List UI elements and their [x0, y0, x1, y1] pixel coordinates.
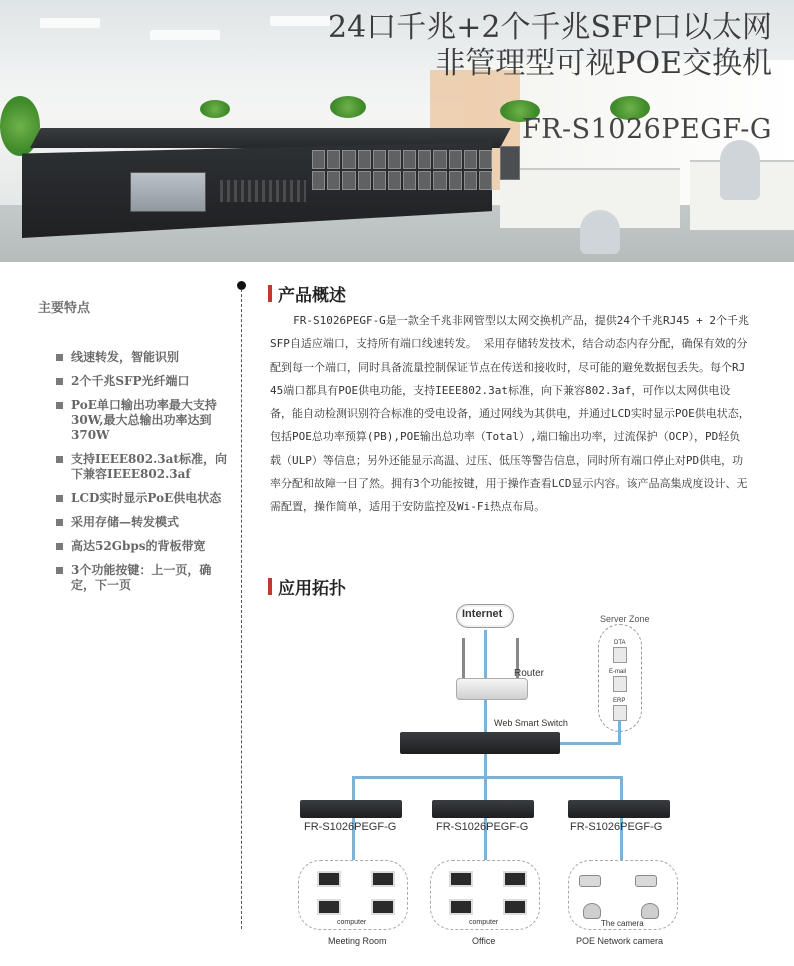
- link-line: [484, 700, 487, 734]
- internet-label: Internet: [462, 608, 503, 620]
- group-label: Office: [472, 936, 496, 946]
- switch-model-label: FR-S1026PEGF-G: [304, 821, 397, 833]
- dome-camera-icon: [583, 903, 601, 919]
- features-list: [56, 350, 232, 602]
- square-bullet-icon: [56, 567, 63, 574]
- computer-icon: [371, 899, 395, 915]
- computer-label: computer: [469, 919, 499, 926]
- product-title-line1: 24口千兆+2个千兆SFP口以太网: [328, 10, 772, 45]
- web-switch-label: Web Smart Switch: [494, 718, 568, 728]
- ceiling-light: [270, 16, 330, 26]
- feature-item: 采用存储—转发模式: [56, 515, 232, 530]
- square-bullet-icon: [56, 543, 63, 550]
- product-model: FR-S1026PEGF-G: [521, 114, 772, 145]
- group-label: POE Network camera: [576, 936, 664, 946]
- bullet-camera-icon: [579, 875, 601, 887]
- dome-camera-icon: [641, 903, 659, 919]
- switch-product-image: [22, 128, 502, 240]
- link-line: [352, 776, 622, 779]
- lcd-screen: [130, 172, 206, 212]
- computer-icon: [317, 899, 341, 915]
- router-label: Router: [514, 668, 545, 679]
- poe-switch-icon: [300, 800, 402, 818]
- overview-text: FR-S1026PEGF-G是一款全千兆非网管型以太网交换机产品，提供24个千兆RJ45 + 2个千兆SFP自适应端口，支持所有端口线速转发。 采用存储转发技术，结合动态内存分配，确保有效的分配到每一个端口，同时具备流量控制保证节点在传送和接收时，尽可能的避免数据包丢失。每个RJ45端口都具有POE供电功能，支持IEEE802.3at标准，向下兼容802.3af，可作以太网供电设备，能自动检测识别符合标准的受电设备，通过网线为其供电，并通过LCD实时显示POE供电状态，包括POE总功率预算(PB),POE输出总功率（Total）,端口输出功率，过流保护（OCP），PD轻负载（ULP）等信息；另外还能显示高温、过压、低压等警告信息，同时所有端口停止对PD供电，功率分配和故障一目了然。拥有3个功能按键，用于操作查看LCD显示内容。该产品高集成度设计、无需配置，操作简单，适用于安防监控及Wi-Fi热点布局。: [270, 314, 750, 514]
- heading-accent-bar: [268, 285, 272, 302]
- product-title-line2: 非管理型可视POE交换机: [435, 46, 772, 81]
- link-line: [484, 754, 487, 778]
- square-bullet-icon: [56, 402, 63, 409]
- plant: [200, 100, 230, 118]
- product-title: [328, 10, 772, 82]
- link-line: [620, 776, 623, 800]
- computer-icon: [503, 899, 527, 915]
- bullet-camera-icon: [635, 875, 657, 887]
- meeting-room-group: [298, 860, 408, 930]
- web-smart-switch-icon: [400, 732, 560, 754]
- server-icon: [613, 705, 627, 721]
- server-label: ERP: [613, 698, 626, 704]
- server-icon: [613, 647, 627, 663]
- switch-model-label: FR-S1026PEGF-G: [436, 821, 529, 833]
- feature-item: PoE单口输出功率最大支持30W,最大总输出功率达到370W: [56, 398, 232, 443]
- computer-label: computer: [337, 919, 367, 926]
- square-bullet-icon: [56, 519, 63, 526]
- computer-icon: [371, 871, 395, 887]
- router-icon: [456, 678, 528, 700]
- topology-diagram: [270, 598, 690, 953]
- heading-accent-bar: [268, 578, 272, 595]
- computer-icon: [449, 871, 473, 887]
- plant: [330, 96, 366, 118]
- square-bullet-icon: [56, 354, 63, 361]
- computer-icon: [449, 899, 473, 915]
- poe-switch-icon: [568, 800, 670, 818]
- office-group: [430, 860, 540, 930]
- link-line: [484, 776, 487, 800]
- topology-heading: 应用拓扑: [268, 574, 346, 599]
- overview-heading: 产品概述: [268, 281, 346, 306]
- port-leds: [220, 180, 306, 202]
- switch-model-label: FR-S1026PEGF-G: [570, 821, 663, 833]
- server-label: E-mail: [609, 669, 627, 675]
- server-label: DTA: [614, 640, 626, 646]
- square-bullet-icon: [56, 378, 63, 385]
- office-chair: [720, 140, 760, 200]
- group-label: Meeting Room: [328, 936, 387, 946]
- square-bullet-icon: [56, 456, 63, 463]
- sfp-ports: [500, 146, 520, 180]
- office-chair: [580, 210, 620, 254]
- column-divider: [241, 289, 242, 929]
- server-zone-label: Server Zone: [600, 614, 650, 624]
- link-line: [560, 742, 620, 745]
- square-bullet-icon: [56, 495, 63, 502]
- poe-switch-icon: [432, 800, 534, 818]
- features-title: 主要特点: [38, 301, 91, 316]
- poe-camera-group: [568, 860, 678, 930]
- camera-label: The camera: [601, 919, 644, 928]
- antenna-icon: [462, 638, 465, 682]
- feature-item: 线速转发，智能识别: [56, 350, 232, 365]
- ceiling-light: [40, 18, 100, 28]
- rj45-ports: [312, 150, 492, 190]
- feature-item: 3个功能按键：上一页，确定，下一页: [56, 563, 232, 593]
- feature-item: 2个千兆SFP光纤端口: [56, 374, 232, 389]
- computer-icon: [503, 871, 527, 887]
- feature-item: 高达52Gbps的背板带宽: [56, 539, 232, 554]
- computer-icon: [317, 871, 341, 887]
- server-icon: [613, 676, 627, 692]
- feature-item: 支持IEEE802.3at标准，向下兼容IEEE802.3af: [56, 452, 232, 482]
- link-line: [484, 630, 487, 680]
- feature-item: LCD实时显示PoE供电状态: [56, 491, 232, 506]
- link-line: [352, 776, 355, 800]
- hero-banner: [0, 0, 794, 262]
- ceiling-light: [150, 30, 220, 40]
